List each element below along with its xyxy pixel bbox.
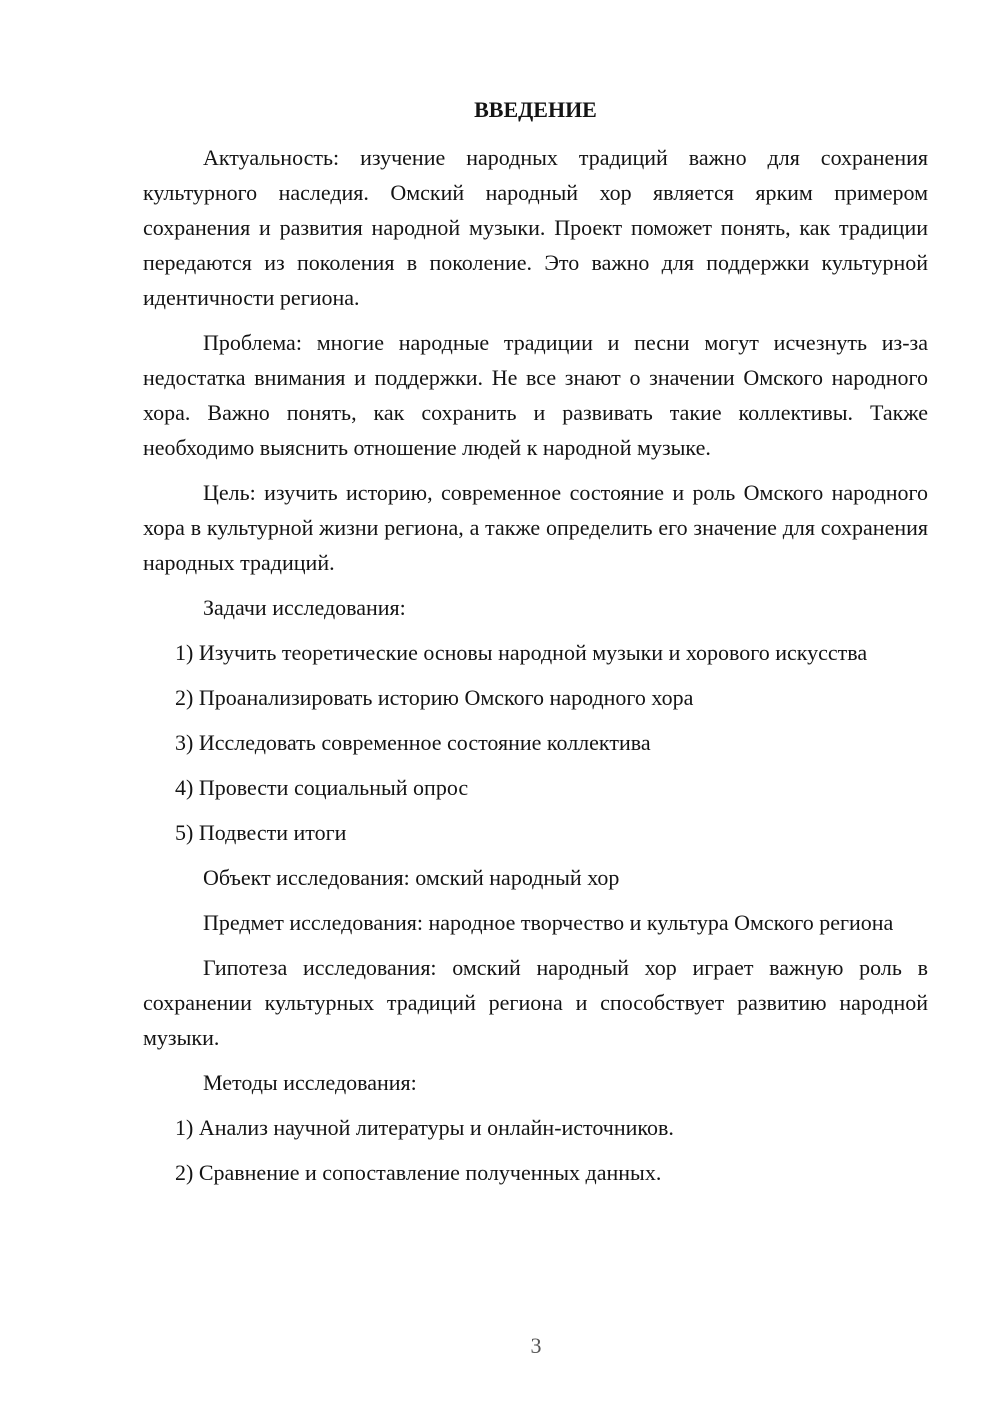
tasks-heading: Задачи исследования: xyxy=(203,595,406,620)
document-page xyxy=(143,94,928,1200)
task-item: 4) Провести социальный опрос xyxy=(175,775,469,800)
task-item: 3) Исследовать современное состояние коллектива xyxy=(175,730,651,755)
problem-paragraph: Проблема: многие народные традиции и песни могут исчезнуть из-за недостатка внимания и поддержки. Не все знают о значении Омского народного хора. Важно понять, как сохранить и развивать такие коллективы. Также необходимо выяснить отношение людей к народной музыке. xyxy=(143,330,928,460)
page-number: 3 xyxy=(530,1333,542,1358)
method-item: 2) Сравнение и сопоставление полученных данных. xyxy=(175,1160,662,1185)
object-line: Объект исследования: омский народный хор xyxy=(203,865,620,890)
hypothesis-paragraph: Гипотеза исследования: омский народный хор играет важную роль в сохранении культурных традиций региона и способствует развитию народной музыки. xyxy=(143,955,928,1050)
task-item: 5) Подвести итоги xyxy=(175,820,347,845)
methods-heading: Методы исследования: xyxy=(203,1070,417,1095)
task-item: 2) Проанализировать историю Омского народного хора xyxy=(175,685,694,710)
method-item: 1) Анализ научной литературы и онлайн-источников. xyxy=(175,1115,674,1140)
task-item: 1) Изучить теоретические основы народной музыки и хорового искусства xyxy=(175,640,868,665)
relevance-paragraph: Актуальность: изучение народных традиций важно для сохранения культурного наследия. Омский народный хор является ярким примером сохранения и развития народной музыки. Проект поможет понять, как традиции передаются из поколения в поколение. Это важно для поддержки культурной идентичности региона. xyxy=(143,145,928,310)
subject-paragraph: Предмет исследования: народное творчество и культура Омского региона xyxy=(203,910,894,935)
section-title: ВВЕДЕНИЕ xyxy=(474,97,597,122)
goal-paragraph: Цель: изучить историю, современное состояние и роль Омского народного хора в культурной жизни региона, а также определить его значение для сохранения народных традиций. xyxy=(143,480,928,575)
